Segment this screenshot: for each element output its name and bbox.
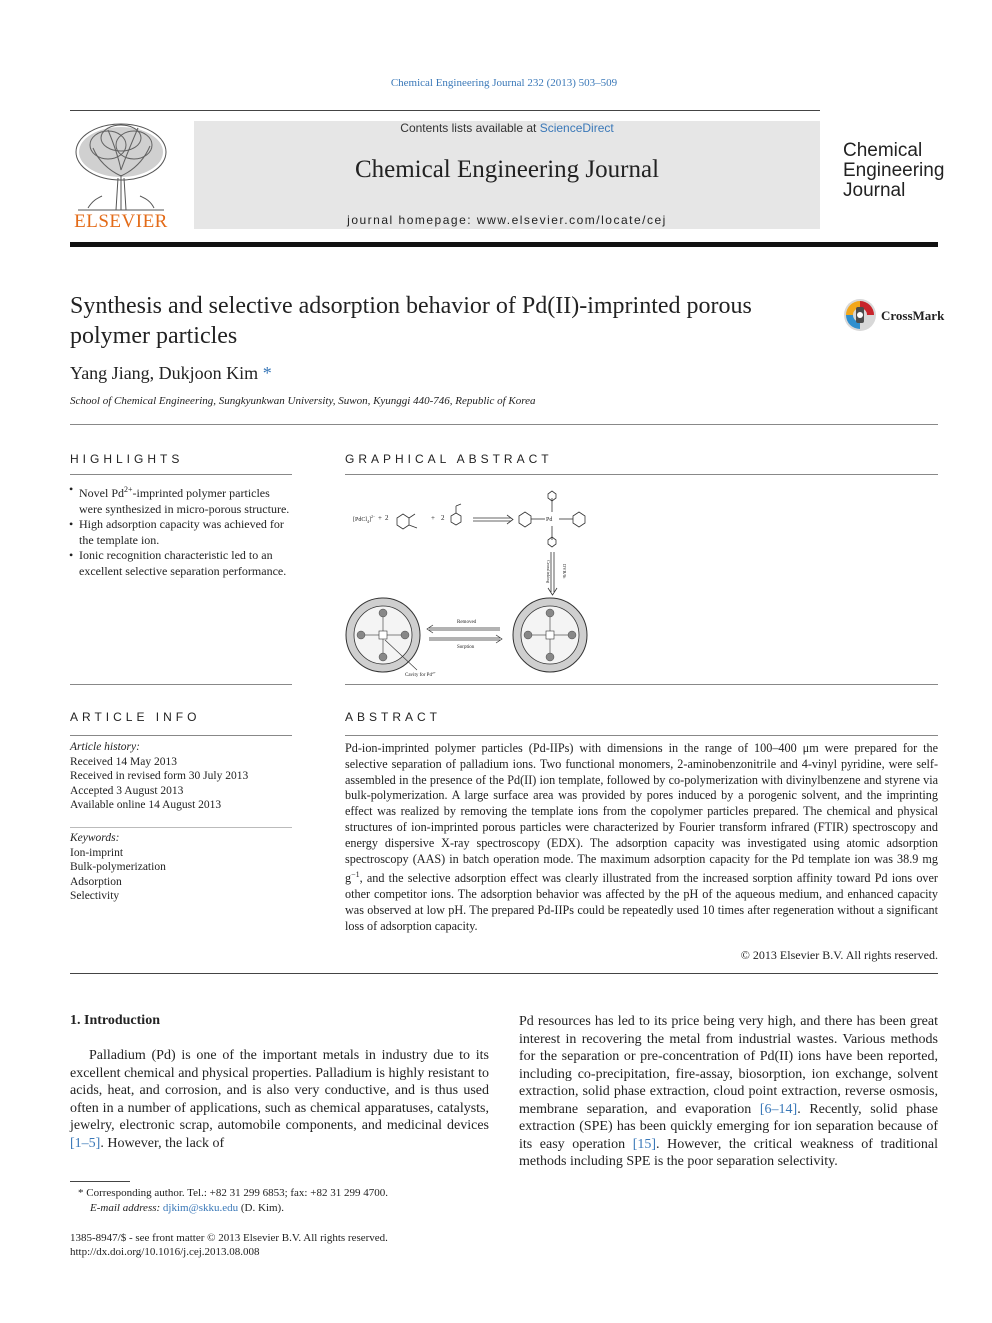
crossmark-icon bbox=[843, 298, 877, 332]
issn-line: 1385-8947/$ - see front matter © 2013 Elsevier B.V. All rights reserved. bbox=[70, 1232, 388, 1244]
sciencedirect-link[interactable]: ScienceDirect bbox=[539, 121, 614, 135]
highlights-bottom-rule bbox=[70, 684, 292, 685]
introduction-paragraph-2 bbox=[519, 1013, 938, 1171]
header-rule bbox=[70, 110, 820, 111]
reference-link[interactable]: [1–5] bbox=[70, 1135, 101, 1151]
highlight-text: -imprinted polymer particles were synthesized in micro-porous structure. bbox=[79, 486, 290, 516]
affiliation: School of Chemical Engineering, Sungkyunkwan University, Suwon, Kyunggi 440-746, Republic of Korea bbox=[70, 395, 536, 407]
rule-above-highlights bbox=[70, 424, 938, 425]
cavity-label-sup: 2+ bbox=[431, 671, 436, 675]
article-info-rule bbox=[70, 735, 292, 736]
cavity-label: Cavity for Pd bbox=[405, 673, 432, 678]
elsevier-tree-icon bbox=[68, 120, 174, 212]
abstract-heading: ABSTRACT bbox=[345, 710, 442, 724]
journal-logo bbox=[843, 141, 953, 201]
intro-text: . However, the lack of bbox=[100, 1135, 225, 1151]
email-link[interactable]: djkim@skku.edu bbox=[162, 1202, 239, 1214]
email-suffix: (D. Kim). bbox=[238, 1202, 284, 1214]
highlight-sup: 2+ bbox=[124, 485, 133, 494]
email-label: E-mail address: bbox=[90, 1202, 163, 1214]
contents-prefix: Contents lists available at bbox=[400, 121, 540, 135]
intro-text: Pd resources has led to its price being very high, and there has been great interest in recovering the metal from industrial wastes. Various methods for the separation or pre-concentration of Pd(II) ions have been reported, including co-precipitation, fire-assay, biosorption, ion exchange, solvent extraction, solid phase extraction, cloud point extraction, reverse osmosis, membrane separation, and evaporation bbox=[519, 1014, 938, 1117]
coefficient: 2 bbox=[385, 514, 389, 522]
author-list bbox=[70, 363, 272, 384]
highlight-text: Novel Pd bbox=[79, 486, 124, 500]
abstract-text: Pd-ion-imprinted polymer particles (Pd-IIPs) with dimensions in the range of 100–400 μm were prepared for the selective separation of palladium ions. Two functional monomers, 2-aminobenzonitrile and 4-vinyl pyridine, were self-assembled in the presence of the Pd(II) ion template, followed by co-polymerization with divinylbenzene and styrene via bulk-polymerization. A large surface area was provided by pores induced by a porogenic solvent, and the imprinting effect was realized by removing the template ions from the copolymer particles prepared. The chemical and physical structures of ion-imprinted porous particles were characterized by Fourier transform infrared (FTIR) spectroscopy and energy dispersive X-ray spectroscopy (EDX). The adsorption capacity was investigated using atomic adsorption spectroscopy (AAS) in batch operation mode. The maximum adsorption capacity for the Pd template ion was 38.9 mg g bbox=[345, 741, 938, 886]
reference-link[interactable]: [15] bbox=[632, 1136, 657, 1152]
highlights-rule bbox=[70, 474, 292, 475]
crossmark-badge[interactable] bbox=[843, 298, 953, 334]
elsevier-logo bbox=[68, 120, 174, 235]
crossmark-label: CrossMark bbox=[881, 308, 945, 323]
abstract-text: , and the selective adsorption effect was clearly illustrated from the increased sorption affinity toward Pd ions over other competitor ions. The adsorption behavior was affected by the pH of the aqueous medium, and enhanced capacity was observed at low pH. The prepared Pd-IIPs could be repeatedly used 10 times after regeneration without a significant loss of adsorption capacity. bbox=[345, 871, 938, 933]
journal-logo-line: Chemical bbox=[843, 140, 923, 161]
reactant-sub: 4 bbox=[367, 519, 370, 524]
keyword: Ion-imprint bbox=[70, 846, 124, 859]
journal-citation[interactable]: Chemical Engineering Journal 232 (2013) 503–509 bbox=[390, 77, 618, 89]
svg-text:Cavity for Pd2+ bbox=[405, 671, 436, 678]
graphical-abstract-heading: GRAPHICAL ABSTRACT bbox=[345, 452, 553, 466]
history-item: Available online 14 August 2013 bbox=[70, 799, 222, 811]
intro-text: . Recently, solid phase extraction (SPE) has been quickly emerging for ion separation because of its easy operation bbox=[519, 1101, 938, 1152]
imprinted-particle-left bbox=[346, 598, 420, 672]
history-item: Accepted 3 August 2013 bbox=[70, 784, 184, 797]
keyword: Selectivity bbox=[70, 890, 120, 902]
vinylpyridine-structure bbox=[451, 504, 461, 525]
imprinted-particle-right bbox=[513, 598, 587, 672]
reaction-arrow bbox=[473, 515, 513, 524]
reactant-bracket: ] bbox=[369, 517, 372, 523]
graphical-abstract-bottom-rule bbox=[345, 684, 938, 685]
doi-link[interactable]: http://dx.doi.org/10.1016/j.cej.2013.08.008 bbox=[70, 1246, 260, 1258]
dvb-label: DVB/St bbox=[562, 564, 567, 579]
svg-text:[PdCl4]2− bbox=[353, 514, 376, 524]
graphical-abstract-rule bbox=[345, 474, 938, 475]
corresponding-author-note: * Corresponding author. Tel.: +82 31 299 6853; fax: +82 31 299 4700. bbox=[78, 1187, 388, 1199]
journal-homepage[interactable]: journal homepage: www.elsevier.com/locate/cej bbox=[347, 213, 667, 227]
keyword: Adsorption bbox=[70, 875, 122, 888]
reactant-charge: 2− bbox=[371, 514, 376, 519]
reference-link[interactable]: [6–14] bbox=[759, 1101, 798, 1117]
highlights-heading: HIGHLIGHTS bbox=[70, 452, 184, 466]
keyword: Bulk-polymerization bbox=[70, 861, 166, 873]
highlights-list bbox=[70, 482, 292, 579]
elsevier-wordmark: ELSEVIER bbox=[74, 211, 168, 232]
removed-label: Removed bbox=[457, 620, 477, 625]
abstract-sup: −1 bbox=[351, 870, 360, 880]
highlight-item: • Ionic recognition characteristic led to an excellent selective separation performance. bbox=[70, 548, 292, 579]
header-thick-rule bbox=[70, 242, 938, 247]
intro-text: Palladium (Pd) is one of the important metals in industry due to its excellent chemical and physical properties. Palladium is highly resistant to acids, heat, and corrosion, and is also very conductive, and is thus used often in a number of applications, such as chemical apparatuses, catalysts, jewelry, electronic scrap, automobile components, and medicinal devices bbox=[70, 1048, 489, 1133]
highlight-item bbox=[70, 482, 292, 517]
article-title: Synthesis and selective adsorption behavior of Pd(II)-imprinted porous polymer particles bbox=[70, 293, 752, 349]
copyright: © 2013 Elsevier B.V. All rights reserved. bbox=[740, 948, 938, 962]
contents-line bbox=[194, 121, 820, 135]
graphical-abstract-figure bbox=[345, 482, 615, 682]
abstract-rule bbox=[345, 735, 938, 736]
rule-below-abstract bbox=[70, 973, 938, 974]
keywords-label: Keywords: bbox=[70, 832, 120, 844]
email-note bbox=[90, 1201, 510, 1216]
corresponding-author-mark[interactable]: * bbox=[262, 363, 272, 383]
pd-center-label: Pd bbox=[546, 517, 553, 523]
article-history bbox=[70, 740, 292, 813]
introduction-paragraph-1 bbox=[70, 1047, 489, 1152]
keywords-rule bbox=[70, 827, 292, 828]
history-item: Received in revised form 30 July 2013 bbox=[70, 770, 249, 782]
intro-text: . However, the critical weakness of traditional methods including SPE is the poor separation selectivity. bbox=[519, 1136, 938, 1169]
highlight-item: • High adsorption capacity was achieved for the template ion. bbox=[70, 517, 292, 548]
crosslinking-label: Crosslinking bbox=[546, 560, 551, 584]
plus-sign: + bbox=[431, 514, 435, 522]
removal-sorption-arrows bbox=[427, 625, 502, 643]
article-info-heading: ARTICLE INFO bbox=[70, 710, 201, 724]
journal-logo-line: Engineering bbox=[843, 160, 945, 181]
plus-sign: + bbox=[378, 514, 382, 522]
aminobenzonitrile-structure bbox=[397, 514, 417, 529]
history-label: Article history: bbox=[70, 741, 140, 753]
reactant-text: [PdCl bbox=[353, 517, 368, 523]
journal-name: Chemical Engineering Journal bbox=[354, 156, 660, 183]
authors-names: Yang Jiang, Dukjoon Kim bbox=[70, 363, 259, 383]
footnote-rule bbox=[70, 1181, 130, 1182]
sorption-label: Sorption bbox=[457, 645, 475, 650]
journal-logo-line: Journal bbox=[843, 180, 906, 201]
keywords bbox=[70, 831, 292, 904]
history-item: Received 14 May 2013 bbox=[70, 755, 177, 768]
introduction-heading: 1. Introduction bbox=[70, 1013, 160, 1028]
abstract-body bbox=[345, 741, 938, 935]
coefficient: 2 bbox=[441, 514, 445, 522]
